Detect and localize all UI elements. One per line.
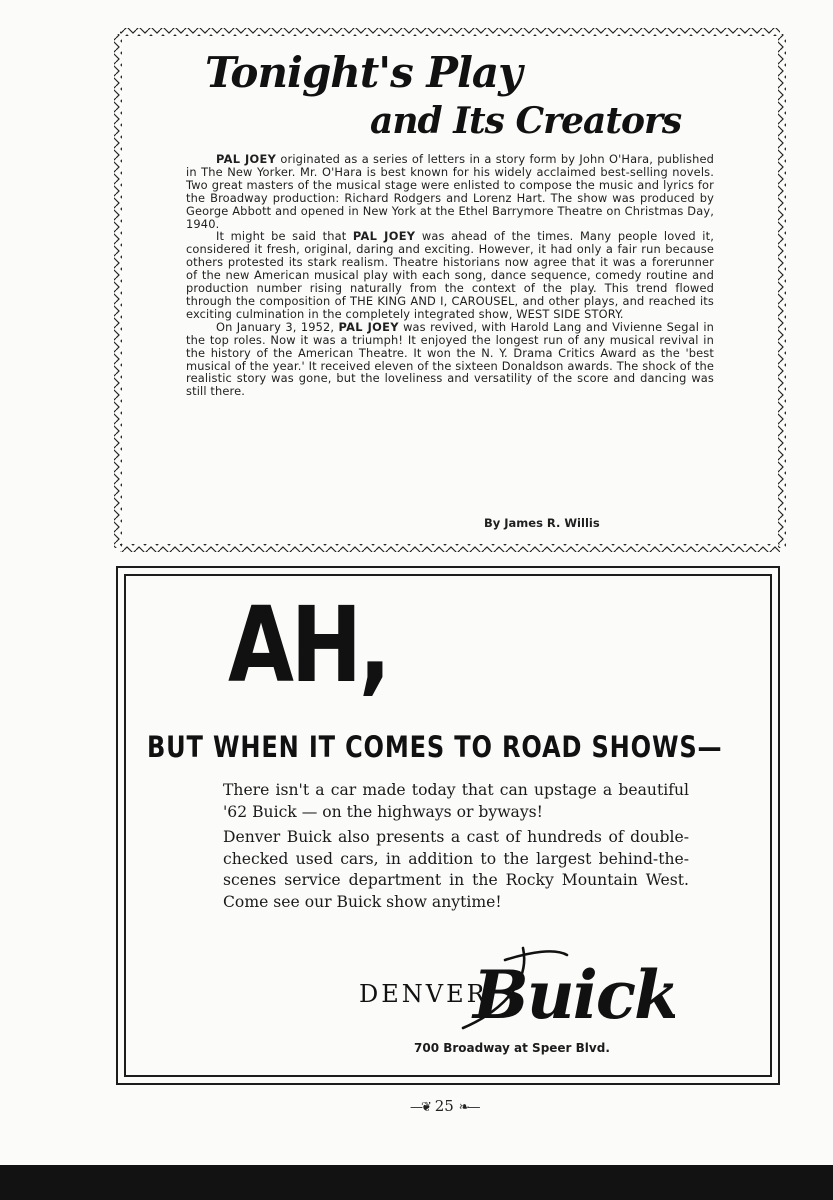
article-title-line-1: Tonight's Play — [205, 48, 522, 97]
article-paragraph-1 — [186, 153, 714, 230]
show-name: PAL JOEY — [216, 152, 277, 166]
page-number — [410, 1097, 478, 1115]
article-paragraph-2 — [186, 230, 714, 320]
paragraph-text: On January 3, 1952, — [216, 319, 339, 334]
paragraph-text: originated as a series of letters in a story form by John O'Hara, published in The New Yorker. Mr. O'Hara is best known for his widely acclaimed best-selling novels. Two great masters of the musical stage were enlisted to compose the music and lyrics for the Broadway production: Richard Rodgers and Lorenz Hart. The show was produced by George Abbott and opened in New York at the Ethel Barrymore Theatre on Christmas Day, 1940. — [186, 152, 714, 231]
ad-copy-paragraph-1: There isn't a car made today that can upstage a beautiful '62 Buick — on the highways or byways! — [223, 781, 689, 821]
ad-copy — [223, 780, 689, 917]
logo-denver-text: DENVER — [359, 980, 488, 1008]
article-body — [186, 153, 714, 398]
show-name: PAL JOEY — [352, 229, 416, 244]
article-paragraph-3 — [186, 321, 714, 398]
paragraph-text: It might be said that — [216, 229, 353, 244]
ad-headline: BUT WHEN IT COMES TO ROAD SHOWS— — [147, 730, 723, 764]
right-ornament-icon: ❧— — [458, 1100, 479, 1115]
show-name: PAL JOEY — [338, 319, 399, 334]
scan-bottom-edge — [0, 1165, 833, 1200]
article-title-line-2: and Its Creators — [370, 100, 682, 142]
paragraph-text: was revived, with Harold Lang and Vivienne Segal in the top roles. Now it was a triumph! It enjoyed the longest run of any musical revival in the history of the American Theatre. It won the N. Y. Drama Critics Award as the 'best musical of the year.' It received eleven of the sixteen Donaldson awards. The shock of the realistic story was gone, but the loveliness and versatility of the score and dancing was still there. — [186, 319, 715, 399]
dealer-address: 700 Broadway at Speer Blvd. — [414, 1041, 610, 1055]
ad-copy-paragraph-2: Denver Buick also presents a cast of hundreds of double-checked used cars, in addition to the largest behind-the-scenes service department in the Rocky Mountain West. Come see our Buick show anytime! — [223, 828, 689, 911]
byline: By James R. Willis — [484, 516, 600, 530]
left-ornament-icon: —❦ — [410, 1100, 430, 1115]
paragraph-text: was ahead of the times. Many people loved it, considered it fresh, original, daring and exciting. However, it had only a fair run because others protested its stark realism. Theatre historians now agree that it was a forerunner of the new American musical play with each song, dance sequence, comedy routine and production number rising naturally from the context of the play. This trend flowed through the composition of THE KING AND I, CAROUSEL, and other plays, and reached its exciting culmination in the completely integrated show, WEST SIDE STORY. — [186, 229, 714, 321]
page-number-text: 25 — [434, 1097, 454, 1115]
ad-big-word: AH, — [228, 584, 388, 706]
denver-buick-logo — [355, 940, 675, 1035]
logo-buick-script: Buick — [473, 956, 675, 1034]
